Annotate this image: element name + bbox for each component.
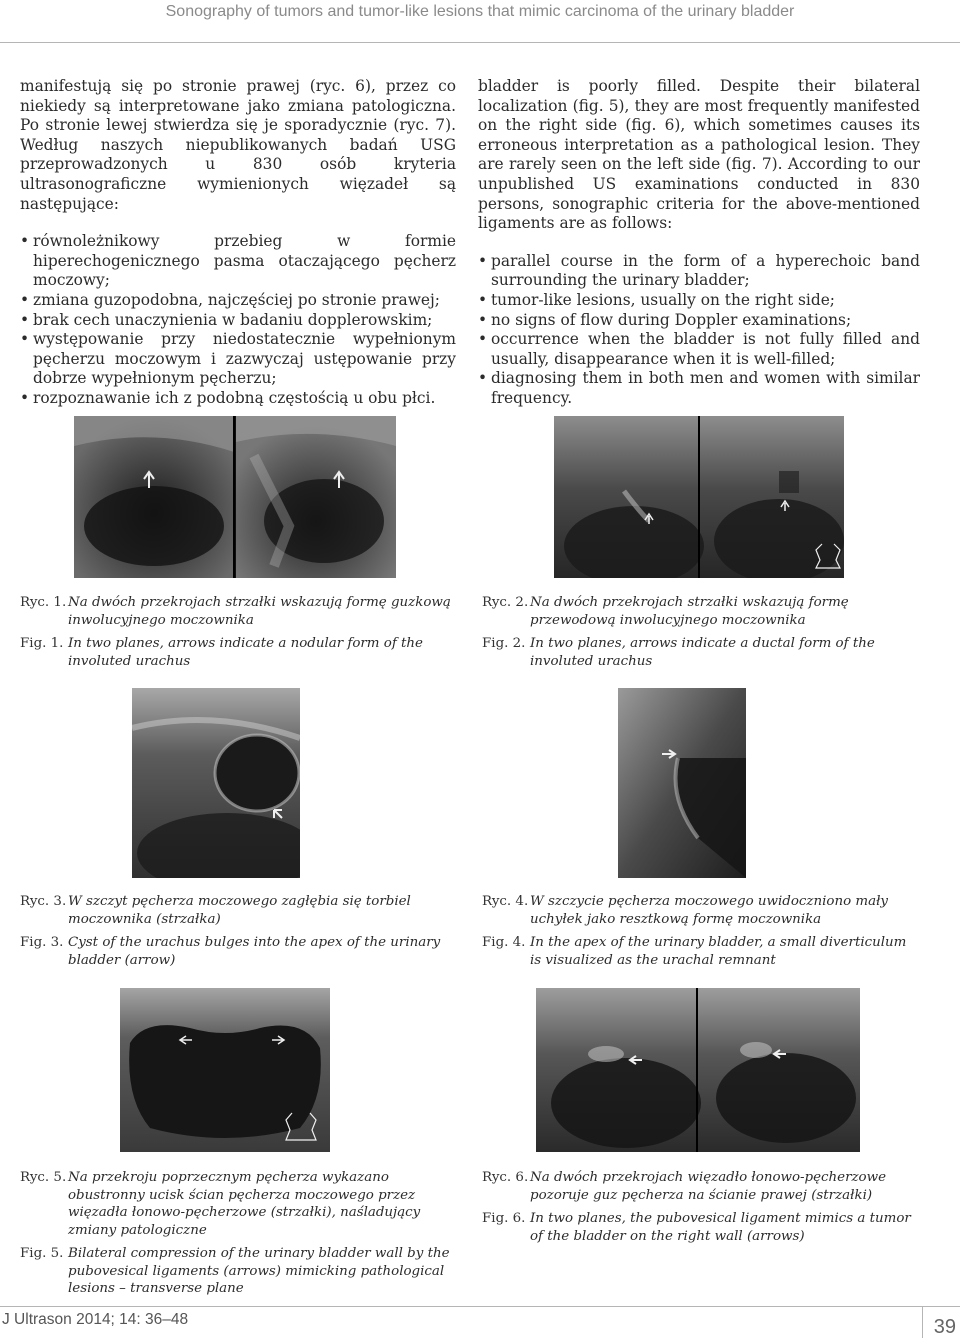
left-column	[20, 77, 456, 409]
figure-3-ultrasound-image	[132, 688, 300, 878]
running-header	[0, 0, 960, 43]
right-bullet: • occurrence when the bladder is not fully filled and usually, disappearance when it is well-filled;	[478, 330, 920, 369]
figure-5-ryc-label: Ryc. 5.	[20, 1170, 67, 1185]
page-number: 39	[933, 1316, 956, 1338]
right-column	[478, 77, 920, 409]
figure-1-ultrasound-image	[74, 416, 396, 578]
figure-5-ryc-text: Na przekroju poprzecznym pęcherza wykazano obustronny ucisk ścian pęcherza moczowego przez więzadła łonowo-pęcherzowe (strzałki), naśladujący zmiany patologiczne	[68, 1170, 421, 1238]
figure-3-fig-text: Cyst of the urachus bulges into the apex of the urinary bladder (arrow)	[68, 935, 441, 968]
figure-5-caption	[20, 1169, 452, 1298]
left-paragraph: manifestują się po stronie prawej (ryc. 6), przez co niekiedy są interpretowane jako zmiana patologiczna. Po stronie lewej stwierdza się je sporadycznie (ryc. 7). Według naszych niepublikowanych badań USG przeprowadzonych u 830 osób kryteria ultrasonograficzne wymienionych więzadeł są następujące:	[20, 77, 456, 213]
right-bullet: • tumor-like lesions, usually on the right side;	[478, 291, 920, 311]
figure-3-fig-label: Fig. 3.	[20, 935, 64, 950]
figure-4-caption	[482, 893, 920, 969]
left-bullet-list	[20, 232, 456, 408]
left-bullet: • rozpoznawanie ich z podobną częstością u obu płci.	[20, 389, 456, 409]
figure-4-fig-label: Fig. 4.	[482, 935, 526, 950]
left-bullet: • zmiana guzopodobna, najczęściej po stronie prawej;	[20, 291, 456, 311]
left-bullet: • brak cech unaczynienia w badaniu dopplerowskim;	[20, 311, 456, 331]
figure-6-ryc-text: Na dwóch przekrojach więzadło łonowo-pęcherzowe pozoruje guz pęcherza na ścianie prawej (strzałki)	[530, 1170, 887, 1203]
footer-rule	[0, 1306, 960, 1307]
figure-1-fig-label: Fig. 1.	[20, 636, 64, 651]
figure-2-fig-text: In two planes, arrows indicate a ductal form of the involuted urachus	[530, 636, 875, 669]
figure-6-caption	[482, 1169, 920, 1245]
right-bullet-list	[478, 252, 920, 409]
figure-6-ryc-label: Ryc. 6.	[482, 1170, 529, 1185]
right-bullet: • diagnosing them in both men and women with similar frequency.	[478, 369, 920, 408]
figure-4-ryc-text: W szczycie pęcherza moczowego uwidoczniono mały uchyłek jako resztkową formę moczownika	[530, 894, 888, 927]
page-number-divider	[922, 1306, 923, 1338]
figure-6-fig-text: In two planes, the pubovesical ligament mimics a tumor of the bladder on the right wall (arrows)	[530, 1211, 911, 1244]
figure-2-ryc-label: Ryc. 2.	[482, 595, 529, 610]
figure-1-ryc-text: Na dwóch przekrojach strzałki wskazują formę guzkową inwolucyjnego moczownika	[68, 595, 451, 628]
figure-4-fig-text: In the apex of the urinary bladder, a small diverticulum is visualized as the urachal remnant	[530, 935, 907, 968]
figure-6-ultrasound-image	[536, 988, 860, 1152]
figure-2-ultrasound-image	[554, 416, 844, 578]
figure-2-ryc-text: Na dwóch przekrojach strzałki wskazują formę przewodową inwolucyjnego moczownika	[530, 595, 849, 628]
figure-4-ultrasound-image	[618, 688, 746, 878]
figure-1-caption	[20, 594, 452, 670]
figure-2-fig-label: Fig. 2.	[482, 636, 526, 651]
figure-6-fig-label: Fig. 6.	[482, 1211, 526, 1226]
running-title: Sonography of tumors and tumor-like lesions that mimic carcinoma of the urinary bladder	[165, 3, 795, 20]
right-bullet: • parallel course in the form of a hyperechoic band surrounding the urinary bladder;	[478, 252, 920, 291]
right-bullet: • no signs of flow during Doppler examinations;	[478, 311, 920, 331]
figure-5-ultrasound-image	[120, 988, 330, 1152]
journal-citation: J Ultrason 2014; 14: 36–48	[2, 1311, 189, 1328]
figure-5-fig-text: Bilateral compression of the urinary bladder wall by the pubovesical ligaments (arrows) mimicking pathological lesions – transverse plane	[68, 1246, 450, 1296]
figure-5-fig-label: Fig. 5.	[20, 1246, 64, 1261]
figure-1-ryc-label: Ryc. 1.	[20, 595, 67, 610]
left-bullet: • występowanie przy niedostatecznie wypełnionym pęcherzu moczowym i zazwyczaj ustępowanie przy dobrze wypełnionym pęcherzu;	[20, 330, 456, 389]
figure-3-caption	[20, 893, 452, 969]
figure-3-ryc-label: Ryc. 3.	[20, 894, 67, 909]
left-bullet: • równoleżnikowy przebieg w formie hiperechogenicznego pasma otaczającego pęcherz moczowy;	[20, 232, 456, 291]
figure-3-ryc-text: W szczyt pęcherza moczowego zagłębia się torbiel moczownika (strzałka)	[68, 894, 411, 927]
figure-2-caption	[482, 594, 920, 670]
figure-1-fig-text: In two planes, arrows indicate a nodular form of the involuted urachus	[68, 636, 423, 669]
right-paragraph: bladder is poorly filled. Despite their bilateral localization (fig. 5), they are most frequently manifested on the right side (fig. 6), which sometimes causes its erroneous interpretation as a pathological lesion. They are rarely seen on the left side (fig. 7). According to our unpublished US examinations conducted in 830 persons, sonographic criteria for the above-mentioned ligaments are as follows:	[478, 77, 920, 233]
figure-4-ryc-label: Ryc. 4.	[482, 894, 529, 909]
